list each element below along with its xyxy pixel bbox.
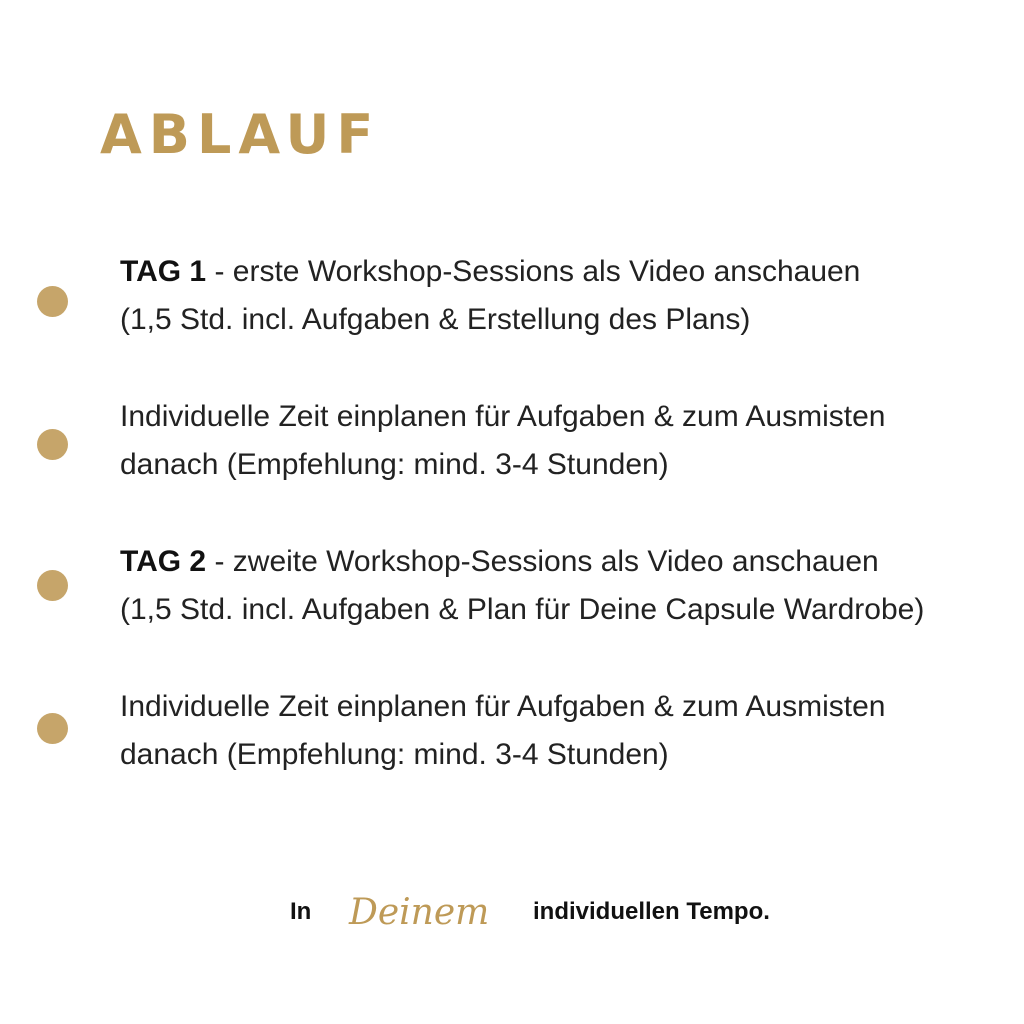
list-item-line1: Individuelle Zeit einplanen für Aufgaben & zum Ausmisten	[120, 690, 886, 723]
script-word-text: Deinem	[349, 892, 490, 933]
list-item-text	[120, 683, 1010, 779]
list-item-line2: danach (Empfehlung: mind. 3-4 Stunden)	[120, 448, 669, 481]
list-item-line1: - erste Workshop-Sessions als Video anschauen	[206, 255, 861, 288]
page-title: ABLAUF	[100, 103, 381, 166]
bullet-dot-icon	[37, 429, 68, 460]
bullet-dot-icon	[37, 713, 68, 744]
list-item	[0, 393, 1024, 493]
footer-suffix: individuellen Tempo.	[533, 898, 770, 925]
list-item-text	[120, 538, 1010, 634]
list-item-line2: (1,5 Std. incl. Aufgaben & Erstellung des Plans)	[120, 303, 751, 336]
footer-prefix: In	[290, 898, 312, 925]
list-item	[0, 248, 1024, 348]
list-item-line1: Individuelle Zeit einplanen für Aufgaben & zum Ausmisten	[120, 400, 886, 433]
list-item-line2: danach (Empfehlung: mind. 3-4 Stunden)	[120, 738, 669, 771]
list-item-line2: (1,5 Std. incl. Aufgaben & Plan für Deine Capsule Wardrobe)	[120, 593, 925, 626]
bullet-dot-icon	[37, 286, 68, 317]
list-item-text	[120, 248, 1010, 344]
footer-tagline	[0, 884, 1024, 944]
day-label: TAG 1	[120, 255, 207, 288]
list-item-line	[120, 248, 1010, 296]
list-item-line1: - zweite Workshop-Sessions als Video anschauen	[206, 545, 879, 578]
script-word-deinem	[345, 884, 515, 944]
list-item-text	[120, 393, 1010, 489]
bullet-dot-icon	[37, 570, 68, 601]
list-item	[0, 683, 1024, 783]
list-item-line	[120, 538, 1010, 586]
day-label: TAG 2	[120, 545, 207, 578]
list-item	[0, 538, 1024, 638]
